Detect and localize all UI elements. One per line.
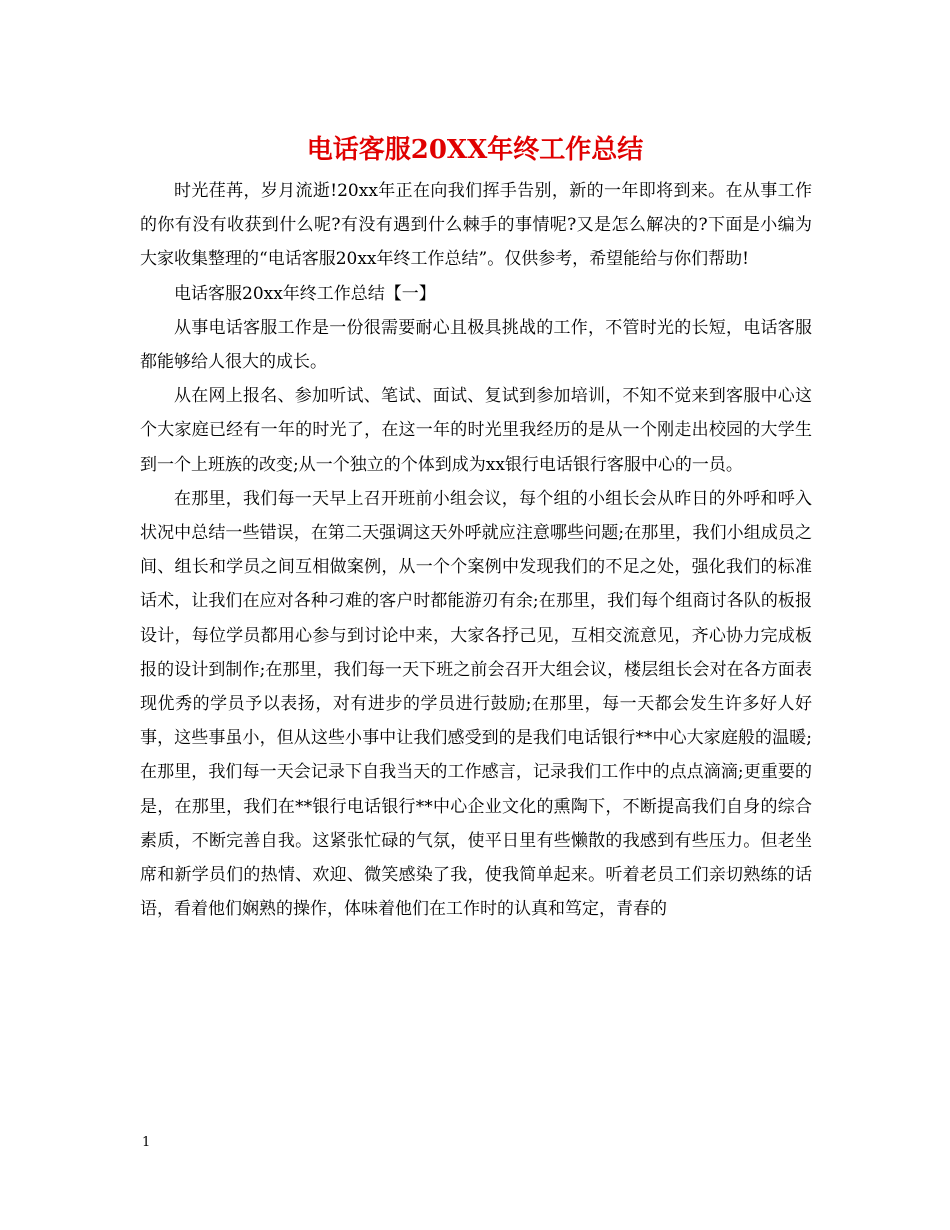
page-number: 1 xyxy=(142,1135,151,1150)
document-title: 电话客服20XX年终工作总结 xyxy=(306,135,644,165)
body-paragraph: 从在网上报名、参加听试、笔试、面试、复试到参加培训，不知不觉来到客服中心这个大家庭已经有一年的时光了，在这一年的时光里我经历的是从一个刚走出校园的大学生到一个上班族的改变;从一个独立的个体到成为xx银行电话银行客服中心的一员。 xyxy=(140,386,812,475)
document-body xyxy=(140,174,812,926)
body-paragraph: 在那里，我们每一天早上召开班前小组会议，每个组的小组长会从昨日的外呼和呼入状况中总结一些错误，在第二天强调这天外呼就应注意哪些问题;在那里，我们小组成员之间、组长和学员之间互相做案例，从一个个案例中发现我们的不足之处，强化我们的标准话术，让我们在应对各种刁难的客户时都能游刃有余;在那里，我们每个组商讨各队的板报设计，每位学员都用心参与到讨论中来，大家各抒己见，互相交流意见，齐心协力完成板报的设计到制作;在那里，我们每一天下班之前会召开大组会议，楼层组长会对在各方面表现优秀的学员予以表扬，对有进步的学员进行鼓励;在那里，每一天都会发生许多好人好事，这些事虽小，但从这些小事中让我们感受到的是我们电话银行**中心大家庭般的温暖;在那里，我们每一天会记录下自我当天的工作感言，记录我们工作中的点点滴滴;更重要的是，在那里，我们在**银行电话银行**中心企业文化的熏陶下，不断提高我们自身的综合素质，不断完善自我。这紧张忙碌的气氛，使平日里有些懒散的我感到有些压力。但老坐席和新学员们的热情、欢迎、微笑感染了我，使我简单起来。听着老员工们亲切熟练的话语，看着他们娴熟的操作，体味着他们在工作时的认真和笃定，青春的 xyxy=(140,488,812,920)
intro-paragraph: 时光荏苒，岁月流逝!20xx年正在向我们挥手告别，新的一年即将到来。在从事工作的你有没有收获到什么呢?有没有遇到什么棘手的事情呢?又是怎么解决的?下面是小编为大家收集整理的“电话客服20xx年终工作总结”。仅供参考，希望能给与你们帮助! xyxy=(140,181,812,270)
body-paragraph: 从事电话客服工作是一份很需要耐心且极具挑战的工作，不管时光的长短，电话客服都能够给人很大的成长。 xyxy=(140,317,812,373)
section-heading: 电话客服20xx年终工作总结【一】 xyxy=(174,283,436,304)
